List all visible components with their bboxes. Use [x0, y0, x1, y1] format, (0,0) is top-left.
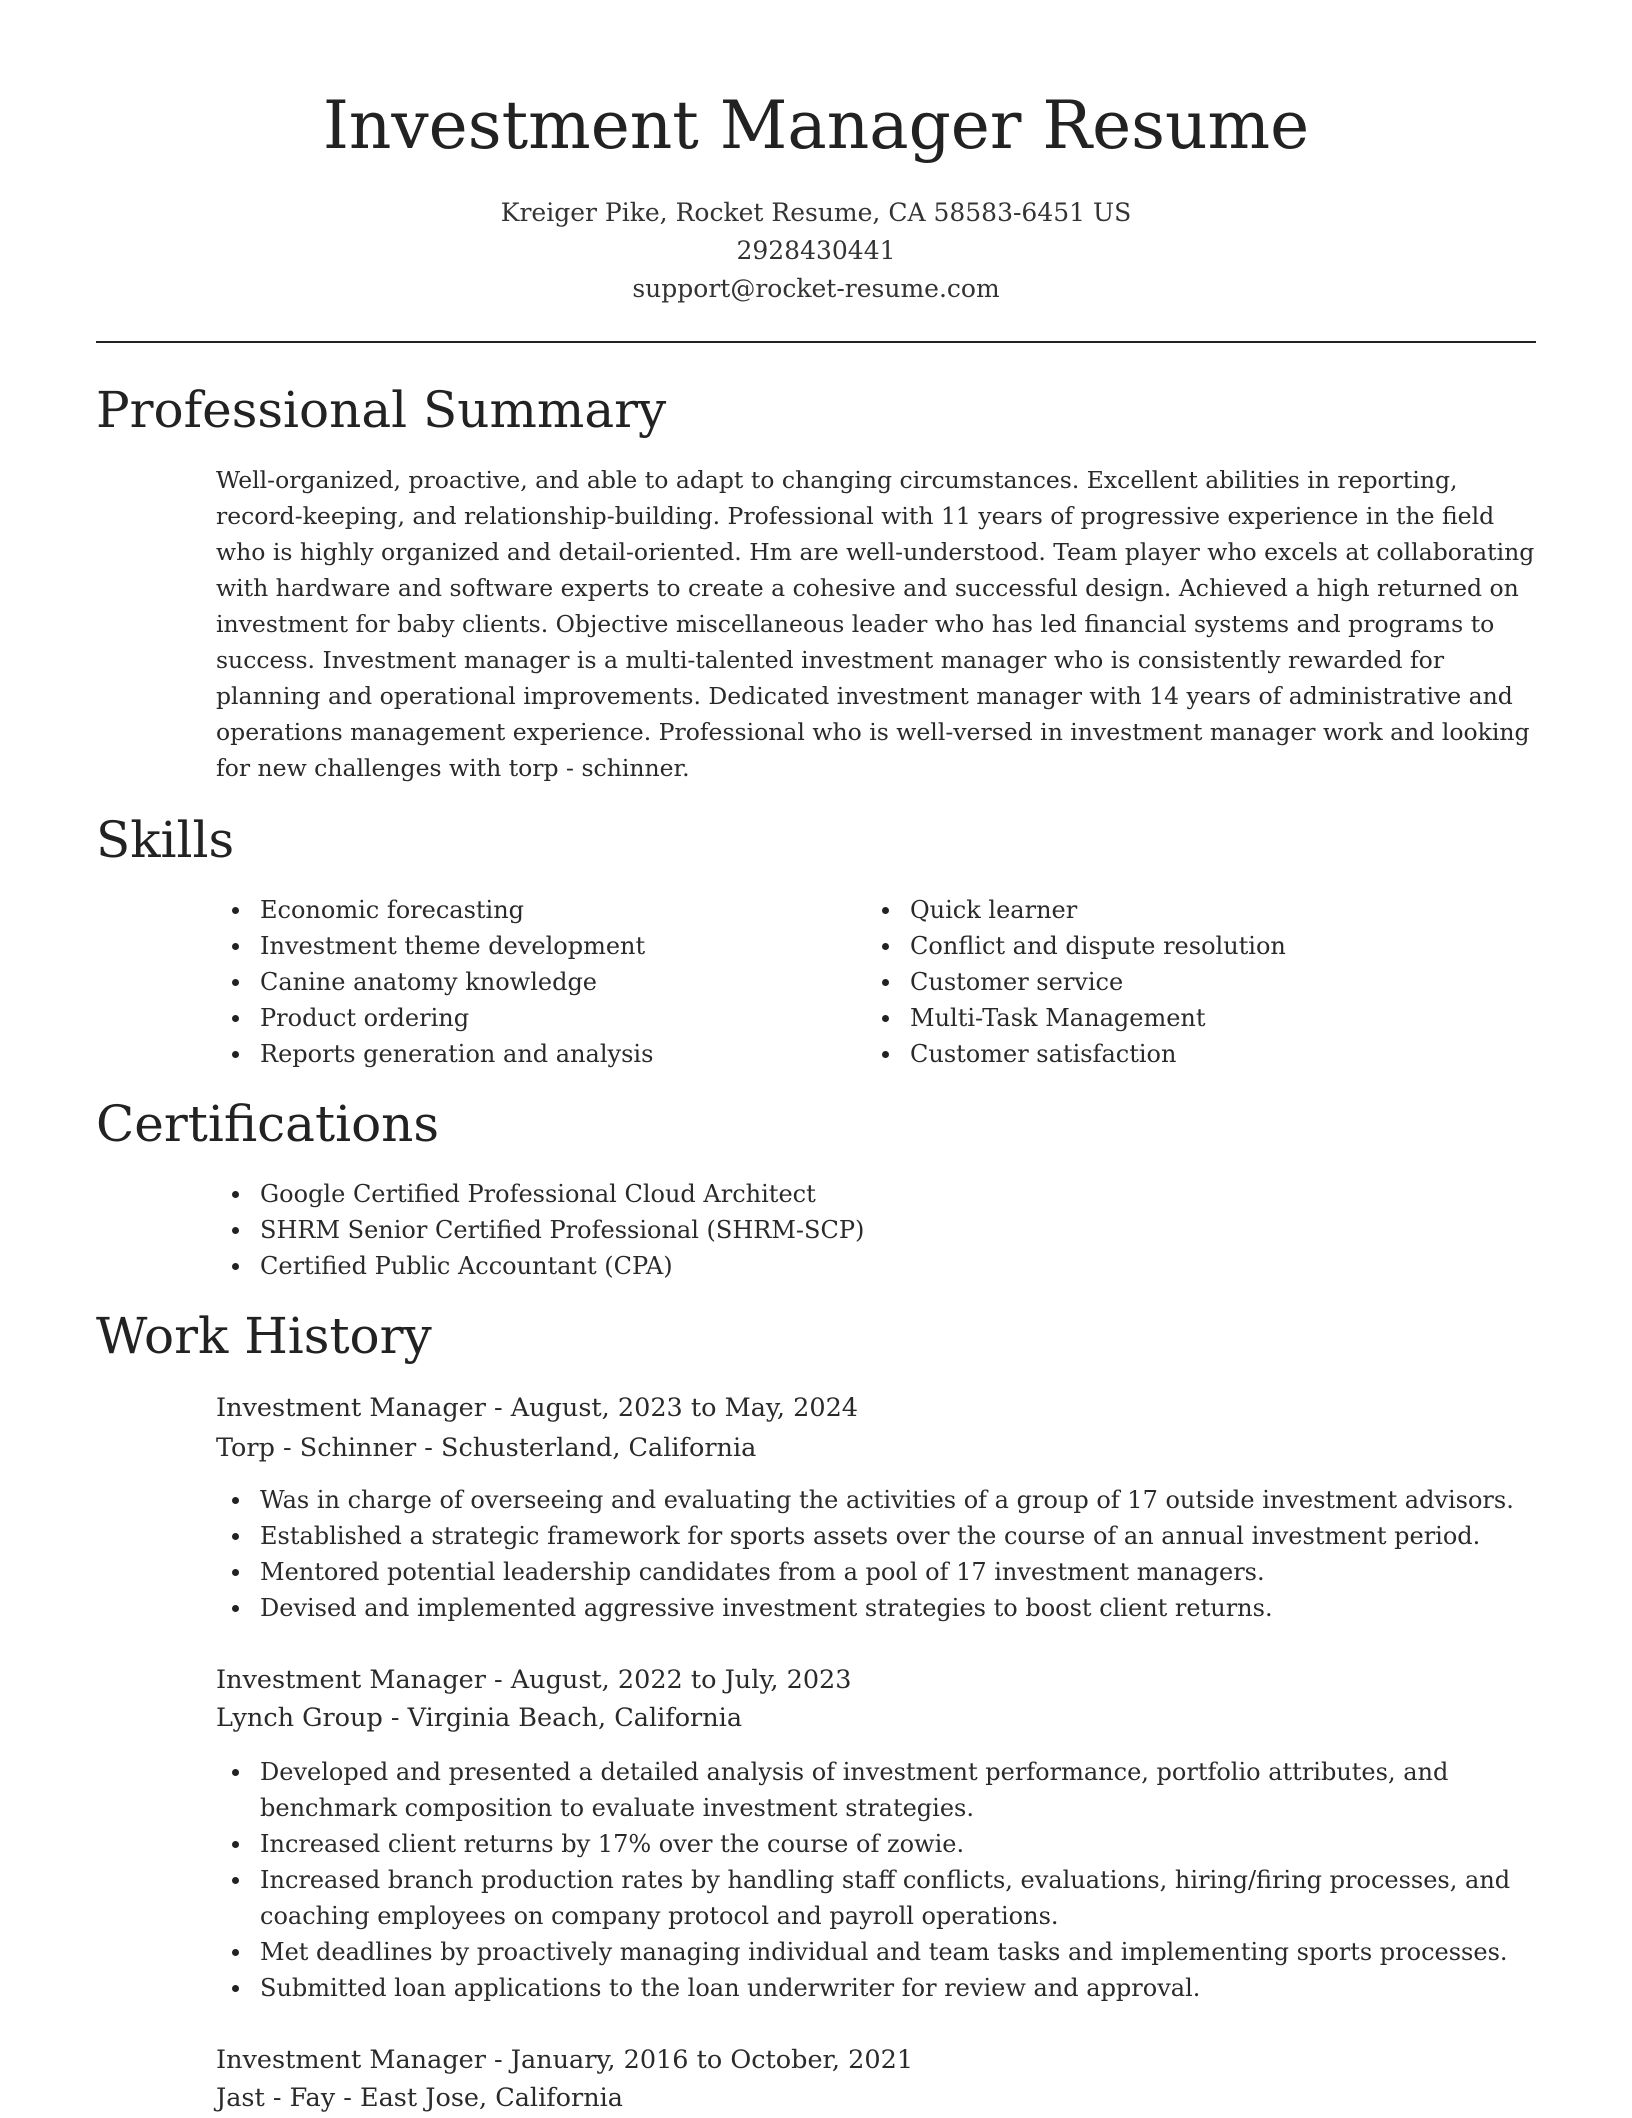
skill-item: Economic forecasting [216, 892, 856, 928]
contact-block [0, 194, 1632, 308]
job-bullet: Mentored potential leadership candidates from a pool of 17 investment managers. [216, 1554, 1536, 1590]
job-bullet: Submitted loan applications to the loan underwriter for review and approval. [216, 1970, 1536, 2006]
certification-item: Certified Public Accountant (CPA) [216, 1248, 1416, 1284]
skills-heading: Skills [96, 811, 235, 869]
skill-item: Reports generation and analysis [216, 1036, 856, 1072]
summary-text: Well-organized, proactive, and able to adapt to changing circumstances. Excellent abilities in reporting, record-keeping, and relationship-building. Professional with 11 years of progressive experience in the field who is highly organized and detail-oriented. Hm are well-understood. Team player who excels at collaborating with hardware and software experts to create a cohesive and successful design. Achieved a high returned on investment for baby clients. Objective miscellaneous leader who has led financial systems and programs to success. Investment manager is a multi-talented investment manager who is consistently rewarded for planning and operational improvements. Dedicated investment manager with 14 years of administrative and operations management experience. Professional who is well-versed in investment manager work and looking for new challenges with torp - schinner. [216, 466, 1535, 782]
job-title-line: Investment Manager - August, 2022 to July, 2023 [216, 1665, 852, 1695]
skills-list-left [216, 892, 856, 1072]
certification-item: SHRM Senior Certified Professional (SHRM-SCP) [216, 1212, 1416, 1248]
job-company-line: Jast - Fay - East Jose, California [216, 2083, 623, 2113]
job-bullets [216, 1754, 1536, 2006]
job-bullet: Was in charge of overseeing and evaluating the activities of a group of 17 outside investment advisors. [216, 1482, 1536, 1518]
job-title-line: Investment Manager - August, 2023 to May, 2024 [216, 1393, 859, 1423]
resume-header [0, 0, 1632, 308]
skill-item: Multi-Task Management [866, 1000, 1506, 1036]
job-bullet: Established a strategic framework for sports assets over the course of an annual investment period. [216, 1518, 1536, 1554]
job-company-line: Lynch Group - Virginia Beach, California [216, 1703, 743, 1733]
resume-title: Investment Manager Resume [322, 87, 1310, 164]
job-bullet: Developed and presented a detailed analysis of investment performance, portfolio attributes, and benchmark composition to evaluate investment strategies. [216, 1754, 1536, 1826]
contact-phone: 2928430441 [736, 236, 896, 265]
skills-list-right [866, 892, 1506, 1072]
job-company-line: Torp - Schinner - Schusterland, California [216, 1433, 757, 1463]
certification-item: Google Certified Professional Cloud Architect [216, 1176, 1416, 1212]
job-bullet: Devised and implemented aggressive investment strategies to boost client returns. [216, 1590, 1536, 1626]
job-bullet: Met deadlines by proactively managing individual and team tasks and implementing sports processes. [216, 1934, 1536, 1970]
skill-item: Customer satisfaction [866, 1036, 1506, 1072]
skill-item: Customer service [866, 964, 1506, 1000]
contact-address: Kreiger Pike, Rocket Resume, CA 58583-6451 US [500, 198, 1132, 227]
summary-heading: Professional Summary [96, 381, 667, 439]
job-title-line: Investment Manager - January, 2016 to October, 2021 [216, 2045, 914, 2075]
skill-item: Quick learner [866, 892, 1506, 928]
certifications-list [216, 1176, 1416, 1284]
work-history-heading: Work History [96, 1307, 432, 1365]
certifications-heading: Certifications [96, 1095, 440, 1153]
job-bullet: Increased branch production rates by handling staff conflicts, evaluations, hiring/firing processes, and coaching employees on company protocol and payroll operations. [216, 1862, 1536, 1934]
header-divider [96, 341, 1536, 343]
job-bullet: Increased client returns by 17% over the course of zowie. [216, 1826, 1536, 1862]
skill-item: Investment theme development [216, 928, 856, 964]
skill-item: Conflict and dispute resolution [866, 928, 1506, 964]
skill-item: Product ordering [216, 1000, 856, 1036]
contact-email: support@rocket-resume.com [632, 274, 1000, 303]
job-bullets [216, 1482, 1536, 1626]
skill-item: Canine anatomy knowledge [216, 964, 856, 1000]
